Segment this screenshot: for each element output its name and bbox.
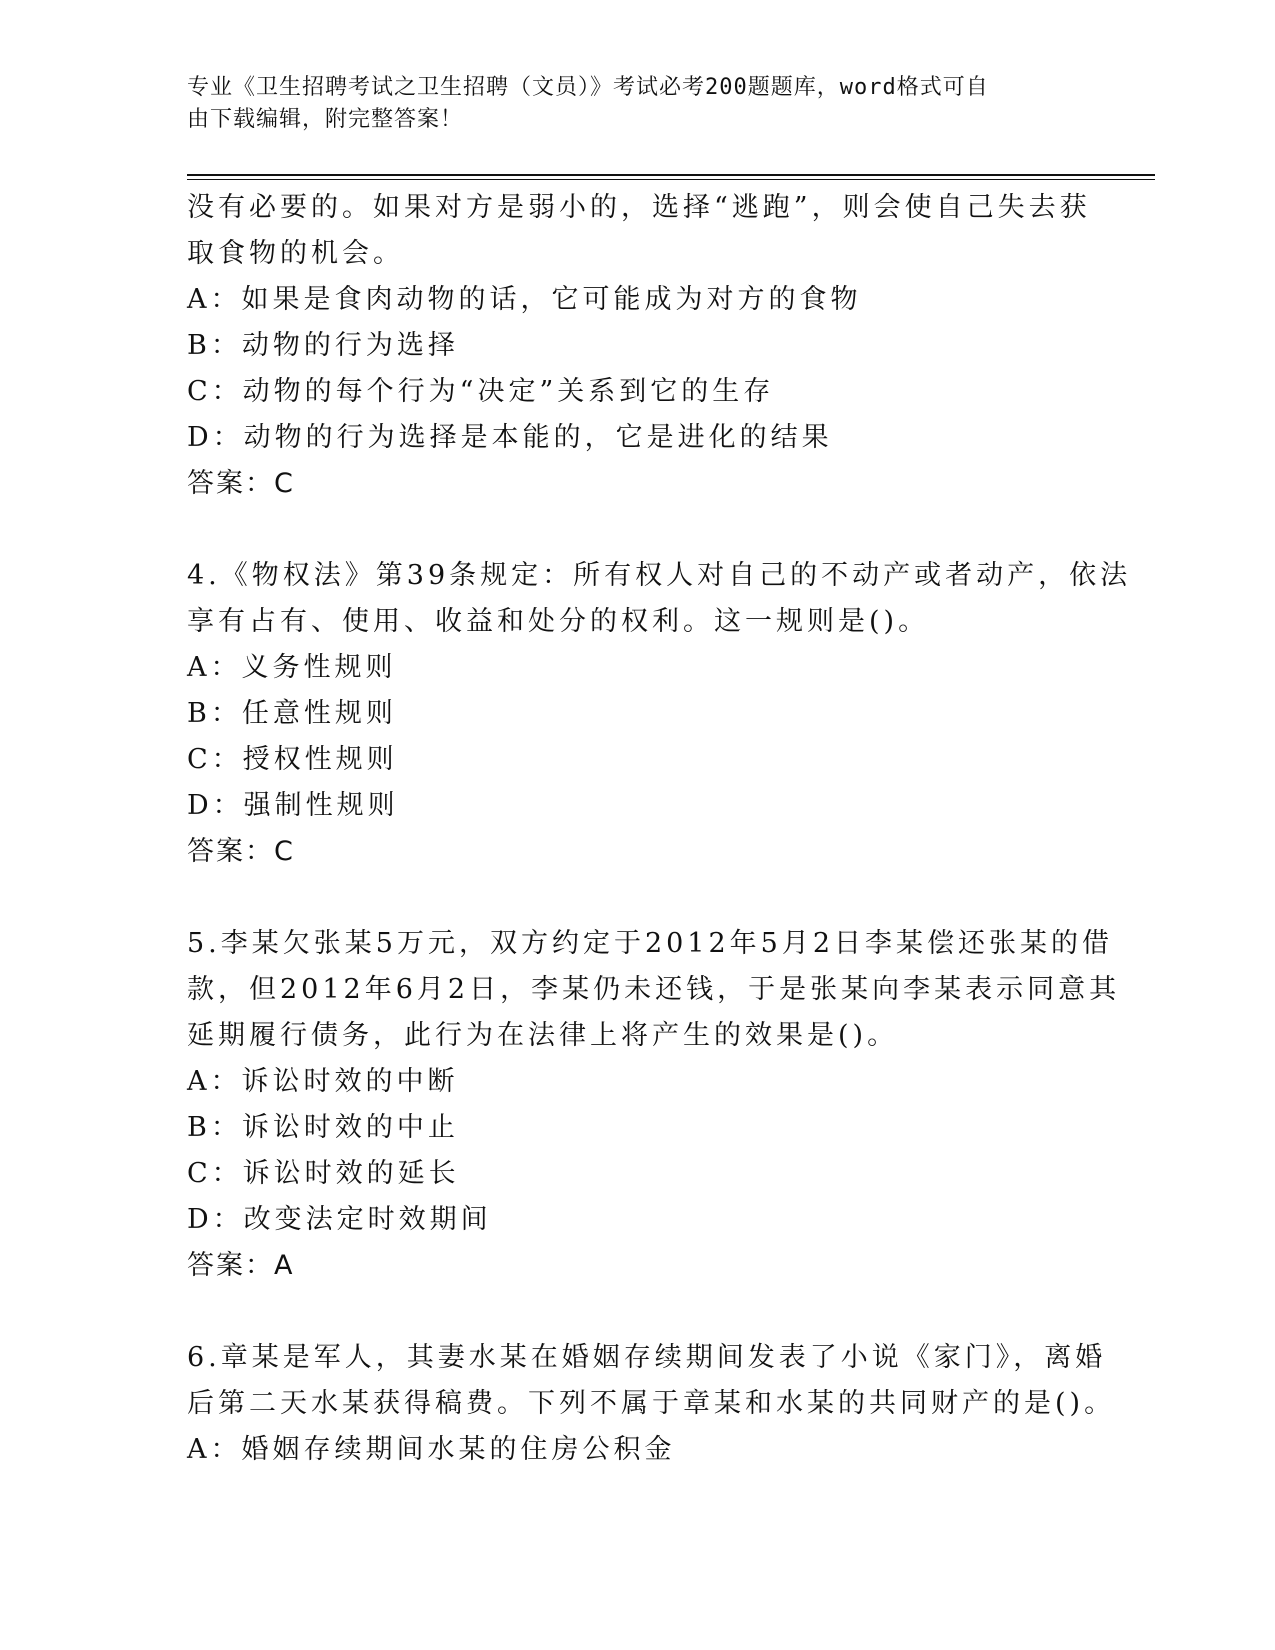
question-text-line: 没有必要的。如果对方是弱小的，选择“逃跑”，则会使自己失去获	[187, 192, 1091, 223]
option-c: C：诉讼时效的延长	[187, 1158, 460, 1189]
question-4	[187, 553, 1132, 875]
answer-line: 答案：C	[187, 468, 295, 499]
option-b: B：动物的行为选择	[187, 330, 459, 361]
question-6	[187, 1335, 1116, 1473]
option-b: B：任意性规则	[187, 698, 397, 729]
option-a: A：诉讼时效的中断	[187, 1066, 459, 1097]
option-c: C：授权性规则	[187, 744, 398, 775]
option-a: A：婚姻存续期间水某的住房公积金	[187, 1434, 676, 1465]
option-d: D：强制性规则	[187, 790, 399, 821]
question-text-line: 取食物的机会。	[187, 238, 404, 269]
answer-line: 答案：A	[187, 1250, 295, 1281]
question-text-line: 延期履行债务，此行为在法律上将产生的效果是()。	[187, 1020, 899, 1051]
question-text-line: 享有占有、使用、收益和处分的权利。这一规则是()。	[187, 606, 930, 637]
option-d: D：动物的行为选择是本能的，它是进化的结果	[187, 422, 833, 453]
question-5	[187, 921, 1121, 1289]
document-header	[187, 72, 1067, 136]
option-b: B：诉讼时效的中止	[187, 1112, 459, 1143]
document-body	[187, 185, 1132, 1473]
answer-line: 答案：C	[187, 836, 295, 867]
question-text-line: 5.李某欠张某5万元，双方约定于2012年5月2日李某偿还张某的借	[187, 928, 1114, 959]
question-text-line: 6.章某是军人，其妻水某在婚姻存续期间发表了小说《家门》，离婚	[187, 1342, 1107, 1373]
option-a: A：义务性规则	[187, 652, 397, 683]
header-divider	[187, 174, 1155, 180]
continued-question	[187, 185, 1091, 507]
question-text-line: 后第二天水某获得稿费。下列不属于章某和水某的共同财产的是()。	[187, 1388, 1116, 1419]
question-text-line: 4.《物权法》第39条规定：所有权人对自己的不动产或者动产，依法	[187, 560, 1132, 591]
header-title-line-1: 专业《卫生招聘考试之卫生招聘（文员）》考试必考200题题库，word格式可自	[187, 75, 989, 100]
header-title-line-2: 由下载编辑，附完整答案！	[187, 107, 464, 132]
option-c: C：动物的每个行为“决定”关系到它的生存	[187, 376, 775, 407]
option-a: A：如果是食肉动物的话，它可能成为对方的食物	[187, 284, 862, 315]
option-d: D：改变法定时效期间	[187, 1204, 492, 1235]
question-text-line: 款，但2012年6月2日，李某仍未还钱，于是张某向李某表示同意其	[187, 974, 1121, 1005]
